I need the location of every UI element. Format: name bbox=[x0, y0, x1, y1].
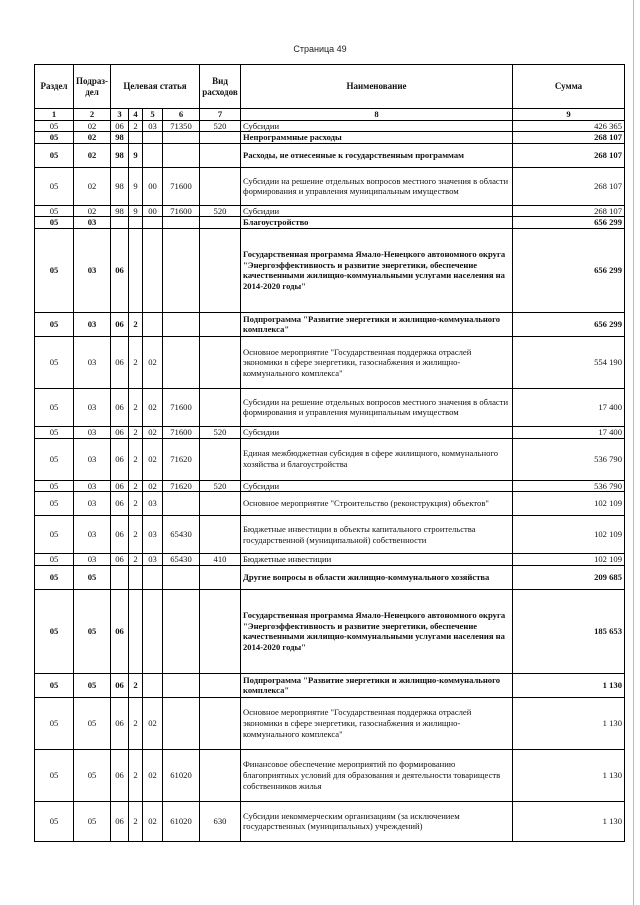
table-row bbox=[35, 167, 625, 205]
cell-sum: 102 109 bbox=[513, 492, 625, 516]
cell-podrazdel: 03 bbox=[74, 426, 111, 438]
cell-subprogram: 2 bbox=[129, 312, 143, 336]
cell-vid bbox=[200, 438, 241, 480]
cell-name: Основное мероприятие "Государственная поддержка отраслей экономики в сфере энергетики, газоснабжения и жилищно-коммунального комплекса" bbox=[241, 336, 513, 388]
cell-podrazdel: 03 bbox=[74, 312, 111, 336]
cell-subprogram: 2 bbox=[129, 801, 143, 841]
cell-name: Бюджетные инвестиции bbox=[241, 554, 513, 566]
cell-event: 02 bbox=[143, 388, 163, 426]
table-row bbox=[35, 388, 625, 426]
cell-name: Субсидии bbox=[241, 205, 513, 217]
cell-podrazdel: 03 bbox=[74, 228, 111, 312]
cell-event bbox=[143, 312, 163, 336]
col-number: 1 bbox=[35, 109, 74, 121]
cell-razdel: 05 bbox=[35, 480, 74, 492]
cell-event: 03 bbox=[143, 554, 163, 566]
cell-sum: 536 790 bbox=[513, 438, 625, 480]
cell-subprogram: 2 bbox=[129, 749, 143, 801]
cell-direction bbox=[163, 132, 200, 144]
cell-direction: 71600 bbox=[163, 167, 200, 205]
column-number-row bbox=[35, 109, 625, 121]
cell-sum: 1 130 bbox=[513, 697, 625, 749]
cell-vid bbox=[200, 167, 241, 205]
table-row bbox=[35, 228, 625, 312]
cell-name: Единая межбюджетная субсидия в сфере жилищного, коммунального хозяйства и благоустройства bbox=[241, 438, 513, 480]
table-row bbox=[35, 697, 625, 749]
col-number: 9 bbox=[513, 109, 625, 121]
header-name: Наименование bbox=[241, 65, 513, 109]
table-row bbox=[35, 143, 625, 167]
cell-direction: 71350 bbox=[163, 120, 200, 132]
table-row bbox=[35, 480, 625, 492]
table-row bbox=[35, 492, 625, 516]
cell-event: 02 bbox=[143, 438, 163, 480]
cell-podrazdel: 03 bbox=[74, 516, 111, 554]
cell-vid bbox=[200, 697, 241, 749]
cell-event: 02 bbox=[143, 697, 163, 749]
cell-event: 00 bbox=[143, 167, 163, 205]
cell-name: Другие вопросы в области жилищно-коммунального хозяйства bbox=[241, 565, 513, 589]
col-number: 2 bbox=[74, 109, 111, 121]
table-row bbox=[35, 312, 625, 336]
cell-program: 06 bbox=[111, 426, 129, 438]
cell-vid bbox=[200, 565, 241, 589]
cell-vid bbox=[200, 492, 241, 516]
table-row bbox=[35, 749, 625, 801]
cell-program: 06 bbox=[111, 749, 129, 801]
cell-podrazdel: 03 bbox=[74, 480, 111, 492]
cell-program: 06 bbox=[111, 697, 129, 749]
cell-direction bbox=[163, 697, 200, 749]
cell-direction bbox=[163, 143, 200, 167]
cell-name: Расходы, не отнесенные к государственным программам bbox=[241, 143, 513, 167]
cell-name: Субсидии bbox=[241, 480, 513, 492]
cell-podrazdel: 05 bbox=[74, 589, 111, 673]
cell-podrazdel: 05 bbox=[74, 749, 111, 801]
cell-razdel: 05 bbox=[35, 554, 74, 566]
cell-program: 98 bbox=[111, 132, 129, 144]
cell-program: 06 bbox=[111, 492, 129, 516]
col-number: 3 bbox=[111, 109, 129, 121]
table-row bbox=[35, 565, 625, 589]
cell-event: 02 bbox=[143, 749, 163, 801]
cell-razdel: 05 bbox=[35, 697, 74, 749]
cell-direction: 65430 bbox=[163, 516, 200, 554]
cell-event bbox=[143, 217, 163, 229]
cell-program: 06 bbox=[111, 438, 129, 480]
cell-event bbox=[143, 673, 163, 697]
cell-program: 06 bbox=[111, 312, 129, 336]
cell-event bbox=[143, 143, 163, 167]
cell-razdel: 05 bbox=[35, 426, 74, 438]
cell-event: 03 bbox=[143, 492, 163, 516]
cell-direction: 71600 bbox=[163, 426, 200, 438]
cell-podrazdel: 02 bbox=[74, 132, 111, 144]
cell-subprogram bbox=[129, 132, 143, 144]
table-row bbox=[35, 426, 625, 438]
cell-sum: 656 299 bbox=[513, 312, 625, 336]
table-row bbox=[35, 132, 625, 144]
cell-podrazdel: 03 bbox=[74, 492, 111, 516]
cell-vid bbox=[200, 516, 241, 554]
cell-vid bbox=[200, 217, 241, 229]
table-row bbox=[35, 120, 625, 132]
cell-razdel: 05 bbox=[35, 388, 74, 426]
cell-program: 06 bbox=[111, 554, 129, 566]
cell-direction bbox=[163, 336, 200, 388]
cell-event bbox=[143, 589, 163, 673]
cell-name: Финансовое обеспечение мероприятий по формированию благоприятных условий для образования и деятельности товариществ собственников жилья bbox=[241, 749, 513, 801]
cell-razdel: 05 bbox=[35, 673, 74, 697]
cell-podrazdel: 05 bbox=[74, 673, 111, 697]
cell-name: Государственная программа Ямало-Ненецкого автономного округа "Энергоэффективность и развитие энергетики, обеспечение качественными жилищно-коммунальными услугами населения на 2014-2020 годы" bbox=[241, 589, 513, 673]
cell-name: Субсидии bbox=[241, 426, 513, 438]
cell-direction bbox=[163, 589, 200, 673]
cell-sum: 268 107 bbox=[513, 143, 625, 167]
cell-direction bbox=[163, 217, 200, 229]
cell-event bbox=[143, 132, 163, 144]
cell-razdel: 05 bbox=[35, 143, 74, 167]
cell-razdel: 05 bbox=[35, 749, 74, 801]
table-row bbox=[35, 438, 625, 480]
cell-name: Бюджетные инвестиции в объекты капитального строительства государственной (муниципальной) собственности bbox=[241, 516, 513, 554]
cell-event bbox=[143, 228, 163, 312]
cell-podrazdel: 02 bbox=[74, 120, 111, 132]
header-target: Целевая статья bbox=[111, 65, 200, 109]
cell-subprogram: 2 bbox=[129, 426, 143, 438]
header-razdel: Раздел bbox=[35, 65, 74, 109]
cell-sum: 1 130 bbox=[513, 801, 625, 841]
cell-subprogram bbox=[129, 589, 143, 673]
cell-direction: 61020 bbox=[163, 749, 200, 801]
cell-razdel: 05 bbox=[35, 205, 74, 217]
cell-program: 06 bbox=[111, 673, 129, 697]
cell-direction bbox=[163, 312, 200, 336]
cell-vid: 520 bbox=[200, 205, 241, 217]
header-row bbox=[35, 65, 625, 109]
cell-program: 06 bbox=[111, 589, 129, 673]
cell-direction bbox=[163, 673, 200, 697]
cell-program: 06 bbox=[111, 228, 129, 312]
cell-sum: 656 299 bbox=[513, 228, 625, 312]
cell-subprogram bbox=[129, 228, 143, 312]
cell-podrazdel: 03 bbox=[74, 336, 111, 388]
cell-podrazdel: 03 bbox=[74, 217, 111, 229]
table-row bbox=[35, 673, 625, 697]
cell-sum: 268 107 bbox=[513, 132, 625, 144]
budget-table bbox=[34, 64, 625, 842]
cell-vid bbox=[200, 228, 241, 312]
cell-direction: 71620 bbox=[163, 480, 200, 492]
cell-program: 98 bbox=[111, 205, 129, 217]
cell-sum: 1 130 bbox=[513, 749, 625, 801]
cell-subprogram: 9 bbox=[129, 205, 143, 217]
cell-sum: 268 107 bbox=[513, 205, 625, 217]
col-number: 4 bbox=[129, 109, 143, 121]
header-sum: Сумма bbox=[513, 65, 625, 109]
cell-sum: 17 400 bbox=[513, 426, 625, 438]
cell-razdel: 05 bbox=[35, 228, 74, 312]
page-title: Страница 49 bbox=[293, 44, 347, 54]
cell-vid bbox=[200, 143, 241, 167]
cell-program: 06 bbox=[111, 516, 129, 554]
cell-podrazdel: 03 bbox=[74, 438, 111, 480]
cell-event: 03 bbox=[143, 516, 163, 554]
cell-program: 98 bbox=[111, 167, 129, 205]
cell-subprogram: 2 bbox=[129, 697, 143, 749]
cell-direction bbox=[163, 228, 200, 312]
cell-podrazdel: 02 bbox=[74, 205, 111, 217]
cell-name: Подпрограмма "Развитие энергетики и жилищно-коммунального комплекса" bbox=[241, 312, 513, 336]
cell-name: Благоустройство bbox=[241, 217, 513, 229]
cell-subprogram: 2 bbox=[129, 480, 143, 492]
cell-sum: 656 299 bbox=[513, 217, 625, 229]
cell-podrazdel: 03 bbox=[74, 388, 111, 426]
header-podrazdel: Подраз- дел bbox=[74, 65, 111, 109]
cell-name: Подпрограмма "Развитие энергетики и жилищно-коммунального комплекса" bbox=[241, 673, 513, 697]
cell-sum: 536 790 bbox=[513, 480, 625, 492]
cell-program: 06 bbox=[111, 336, 129, 388]
cell-razdel: 05 bbox=[35, 801, 74, 841]
cell-program: 06 bbox=[111, 388, 129, 426]
cell-sum: 102 109 bbox=[513, 554, 625, 566]
col-number: 6 bbox=[163, 109, 200, 121]
cell-event bbox=[143, 565, 163, 589]
cell-podrazdel: 02 bbox=[74, 143, 111, 167]
table-body bbox=[35, 120, 625, 841]
cell-vid bbox=[200, 749, 241, 801]
cell-event: 02 bbox=[143, 336, 163, 388]
cell-vid: 630 bbox=[200, 801, 241, 841]
cell-razdel: 05 bbox=[35, 492, 74, 516]
cell-razdel: 05 bbox=[35, 336, 74, 388]
cell-event: 02 bbox=[143, 480, 163, 492]
cell-direction: 71620 bbox=[163, 438, 200, 480]
cell-direction: 65430 bbox=[163, 554, 200, 566]
col-number: 7 bbox=[200, 109, 241, 121]
cell-name: Субсидии на решение отдельных вопросов местного значения в области формирования и управления муниципальным имуществом bbox=[241, 167, 513, 205]
cell-name: Субсидии на решение отдельных вопросов местного значения в области формирования и управления муниципальным имуществом bbox=[241, 388, 513, 426]
cell-event: 03 bbox=[143, 120, 163, 132]
table-row bbox=[35, 589, 625, 673]
cell-razdel: 05 bbox=[35, 438, 74, 480]
cell-vid: 410 bbox=[200, 554, 241, 566]
cell-vid bbox=[200, 673, 241, 697]
cell-vid bbox=[200, 336, 241, 388]
cell-vid bbox=[200, 132, 241, 144]
cell-program bbox=[111, 217, 129, 229]
cell-direction: 71600 bbox=[163, 388, 200, 426]
cell-event: 02 bbox=[143, 426, 163, 438]
cell-sum: 554 190 bbox=[513, 336, 625, 388]
cell-sum: 268 107 bbox=[513, 167, 625, 205]
cell-name: Основное мероприятие "Строительство (реконструкция) объектов" bbox=[241, 492, 513, 516]
table-row bbox=[35, 336, 625, 388]
header-vid: Вид расходов bbox=[200, 65, 241, 109]
cell-vid bbox=[200, 589, 241, 673]
table-row bbox=[35, 554, 625, 566]
cell-vid bbox=[200, 312, 241, 336]
cell-subprogram: 9 bbox=[129, 143, 143, 167]
cell-razdel: 05 bbox=[35, 516, 74, 554]
cell-subprogram: 9 bbox=[129, 167, 143, 205]
cell-vid bbox=[200, 388, 241, 426]
cell-event: 00 bbox=[143, 205, 163, 217]
cell-program: 98 bbox=[111, 143, 129, 167]
cell-subprogram: 2 bbox=[129, 492, 143, 516]
cell-sum: 209 685 bbox=[513, 565, 625, 589]
cell-name: Субсидии некоммерческим организациям (за исключением государственных (муниципальных) учреждений) bbox=[241, 801, 513, 841]
cell-name: Государственная программа Ямало-Ненецкого автономного округа "Энергоэффективность и развитие энергетики, обеспечение качественными жилищно-коммунальными услугами населения на 2014-2020 годы" bbox=[241, 228, 513, 312]
cell-vid: 520 bbox=[200, 426, 241, 438]
cell-direction bbox=[163, 492, 200, 516]
cell-sum: 426 365 bbox=[513, 120, 625, 132]
table-row bbox=[35, 516, 625, 554]
cell-razdel: 05 bbox=[35, 167, 74, 205]
cell-direction: 71600 bbox=[163, 205, 200, 217]
cell-name: Непрограммные расходы bbox=[241, 132, 513, 144]
cell-subprogram: 2 bbox=[129, 120, 143, 132]
cell-direction bbox=[163, 565, 200, 589]
cell-vid: 520 bbox=[200, 120, 241, 132]
cell-program bbox=[111, 565, 129, 589]
cell-program: 06 bbox=[111, 801, 129, 841]
cell-podrazdel: 05 bbox=[74, 801, 111, 841]
cell-subprogram: 2 bbox=[129, 516, 143, 554]
cell-subprogram: 2 bbox=[129, 438, 143, 480]
cell-name: Субсидии bbox=[241, 120, 513, 132]
table-row bbox=[35, 217, 625, 229]
cell-program: 06 bbox=[111, 480, 129, 492]
cell-podrazdel: 02 bbox=[74, 167, 111, 205]
cell-razdel: 05 bbox=[35, 120, 74, 132]
cell-event: 02 bbox=[143, 801, 163, 841]
col-number: 8 bbox=[241, 109, 513, 121]
table-row bbox=[35, 801, 625, 841]
table-row bbox=[35, 205, 625, 217]
cell-program: 06 bbox=[111, 120, 129, 132]
cell-subprogram: 2 bbox=[129, 388, 143, 426]
cell-razdel: 05 bbox=[35, 565, 74, 589]
cell-razdel: 05 bbox=[35, 217, 74, 229]
cell-direction: 61020 bbox=[163, 801, 200, 841]
scan-edge-line bbox=[633, 0, 634, 905]
cell-sum: 102 109 bbox=[513, 516, 625, 554]
cell-podrazdel: 05 bbox=[74, 565, 111, 589]
col-number: 5 bbox=[143, 109, 163, 121]
cell-subprogram: 2 bbox=[129, 673, 143, 697]
cell-sum: 185 653 bbox=[513, 589, 625, 673]
cell-podrazdel: 05 bbox=[74, 697, 111, 749]
cell-subprogram bbox=[129, 565, 143, 589]
cell-vid: 520 bbox=[200, 480, 241, 492]
cell-sum: 1 130 bbox=[513, 673, 625, 697]
cell-razdel: 05 bbox=[35, 312, 74, 336]
cell-podrazdel: 03 bbox=[74, 554, 111, 566]
cell-subprogram: 2 bbox=[129, 336, 143, 388]
cell-subprogram bbox=[129, 217, 143, 229]
cell-razdel: 05 bbox=[35, 589, 74, 673]
cell-subprogram: 2 bbox=[129, 554, 143, 566]
cell-name: Основное мероприятие "Государственная поддержка отраслей экономики в сфере энергетики, газоснабжения и жилищно-коммунального комплекса" bbox=[241, 697, 513, 749]
cell-sum: 17 400 bbox=[513, 388, 625, 426]
cell-razdel: 05 bbox=[35, 132, 74, 144]
